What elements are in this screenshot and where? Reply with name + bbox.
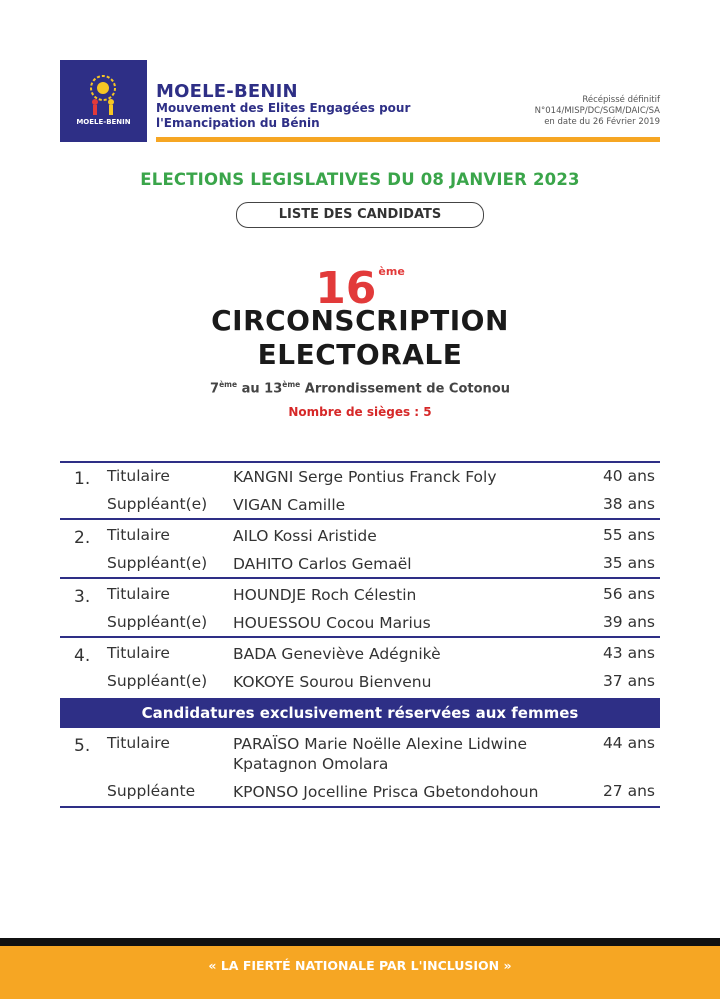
circonscription-title bbox=[0, 304, 720, 372]
titulaire-row bbox=[60, 644, 660, 668]
candidate-age: 39 ans bbox=[602, 613, 655, 631]
candidate-age: 35 ans bbox=[602, 554, 655, 572]
footer-slogan: « LA FIERTÉ NATIONALE PAR L'INCLUSION » bbox=[0, 946, 720, 999]
candidate-number: 3. bbox=[74, 587, 91, 607]
logo-text: MOELE-BENIN bbox=[76, 118, 131, 126]
arr-sup1: ème bbox=[219, 380, 238, 389]
titulaire-row bbox=[60, 734, 660, 778]
circ-suffix: ème bbox=[378, 265, 405, 278]
role-label: Suppléante bbox=[107, 782, 196, 800]
role-label: Titulaire bbox=[107, 644, 170, 662]
circ-number: 16 bbox=[315, 263, 377, 314]
candidate-name-line2: Kpatagnon Omolara bbox=[233, 755, 389, 773]
suppleant-row bbox=[60, 495, 660, 519]
candidate-number: 4. bbox=[74, 646, 91, 666]
role-label: Titulaire bbox=[107, 585, 170, 603]
candidate-name-line1: PARAÏSO Marie Noëlle Alexine Lidwine bbox=[233, 735, 528, 753]
candidate-name: KANGNI Serge Pontius Franck Foly bbox=[233, 468, 497, 486]
suppleant-row bbox=[60, 613, 660, 637]
candidate-entry bbox=[60, 581, 660, 637]
org-subtitle-line1: Mouvement des Elites Engagées pour bbox=[156, 101, 411, 115]
recepisse-line1: Récépissé définitif bbox=[582, 95, 660, 105]
candidate-entry bbox=[60, 463, 660, 519]
role-label: Suppléant(e) bbox=[107, 495, 208, 513]
candidate-age: 55 ans bbox=[602, 526, 655, 544]
candidate-age: 27 ans bbox=[602, 782, 655, 800]
candidate-entry bbox=[60, 640, 660, 696]
women-reserved-banner: Candidatures exclusivement réservées aux femmes bbox=[60, 698, 660, 728]
candidate-name bbox=[233, 734, 593, 774]
footer-black-band bbox=[0, 938, 720, 946]
candidate-number: 1. bbox=[74, 469, 91, 489]
role-label: Suppléant(e) bbox=[107, 613, 208, 631]
candidate-age: 44 ans bbox=[602, 734, 655, 752]
org-subtitle-line2: l'Emancipation du Bénin bbox=[156, 116, 320, 130]
candidate-name: KOKOYE Sourou Bienvenu bbox=[233, 673, 432, 691]
suppleant-row bbox=[60, 672, 660, 696]
candidate-age: 56 ans bbox=[602, 585, 655, 603]
candidate-age: 43 ans bbox=[602, 644, 655, 662]
role-label: Suppléant(e) bbox=[107, 672, 208, 690]
candidate-age: 38 ans bbox=[602, 495, 655, 513]
recepisse-info bbox=[460, 95, 660, 128]
header-rule bbox=[156, 137, 660, 142]
candidate-entry-women bbox=[60, 730, 660, 810]
candidate-name: KPONSO Jocelline Prisca Gbetondohoun bbox=[233, 783, 539, 801]
arr-sup2: ème bbox=[282, 380, 301, 389]
candidate-name: HOUESSOU Cocou Marius bbox=[233, 614, 431, 632]
titulaire-row bbox=[60, 585, 660, 609]
recepisse-line3: en date du 26 Février 2019 bbox=[544, 117, 660, 127]
candidate-entry bbox=[60, 522, 660, 578]
candidate-name: AILO Kossi Aristide bbox=[233, 527, 377, 545]
table-bottom-rule bbox=[60, 806, 660, 808]
candidate-number: 5. bbox=[74, 736, 91, 756]
arr-rest: Arrondissement de Cotonou bbox=[300, 381, 510, 397]
arr-mid: au 13 bbox=[237, 381, 283, 397]
candidate-name: VIGAN Camille bbox=[233, 496, 346, 514]
row-separator bbox=[60, 518, 660, 520]
row-separator bbox=[60, 636, 660, 638]
recepisse-line2: N°014/MISP/DC/SGM/DAIC/SA bbox=[534, 106, 660, 116]
suppleant-row bbox=[60, 782, 660, 806]
suppleant-row bbox=[60, 554, 660, 578]
candidate-name: DAHITO Carlos Gemaël bbox=[233, 555, 412, 573]
nombre-sieges: Nombre de sièges : 5 bbox=[288, 405, 432, 419]
role-label: Titulaire bbox=[107, 734, 170, 752]
candidate-age: 37 ans bbox=[602, 672, 655, 690]
liste-candidats-label: LISTE DES CANDIDATS bbox=[236, 202, 484, 228]
candidate-number: 2. bbox=[74, 528, 91, 548]
org-name: MOELE-BENIN bbox=[156, 81, 298, 102]
moele-benin-logo bbox=[60, 60, 147, 142]
candidate-name: BADA Geneviève Adégnikè bbox=[233, 645, 441, 663]
circ-line2: ELECTORALE bbox=[257, 338, 463, 371]
arrondissement-line bbox=[0, 380, 720, 396]
titulaire-row bbox=[60, 526, 660, 550]
row-separator bbox=[60, 577, 660, 579]
arr-from: 7 bbox=[210, 381, 220, 397]
role-label: Titulaire bbox=[107, 526, 170, 544]
elections-title: ELECTIONS LEGISLATIVES DU 08 JANVIER 2023 bbox=[140, 170, 580, 189]
candidate-name: HOUNDJE Roch Célestin bbox=[233, 586, 417, 604]
role-label: Titulaire bbox=[107, 467, 170, 485]
titulaire-row bbox=[60, 467, 660, 491]
circ-line1: CIRCONSCRIPTION bbox=[211, 304, 509, 337]
org-subtitle bbox=[156, 101, 416, 131]
candidate-age: 40 ans bbox=[602, 467, 655, 485]
role-label: Suppléant(e) bbox=[107, 554, 208, 572]
